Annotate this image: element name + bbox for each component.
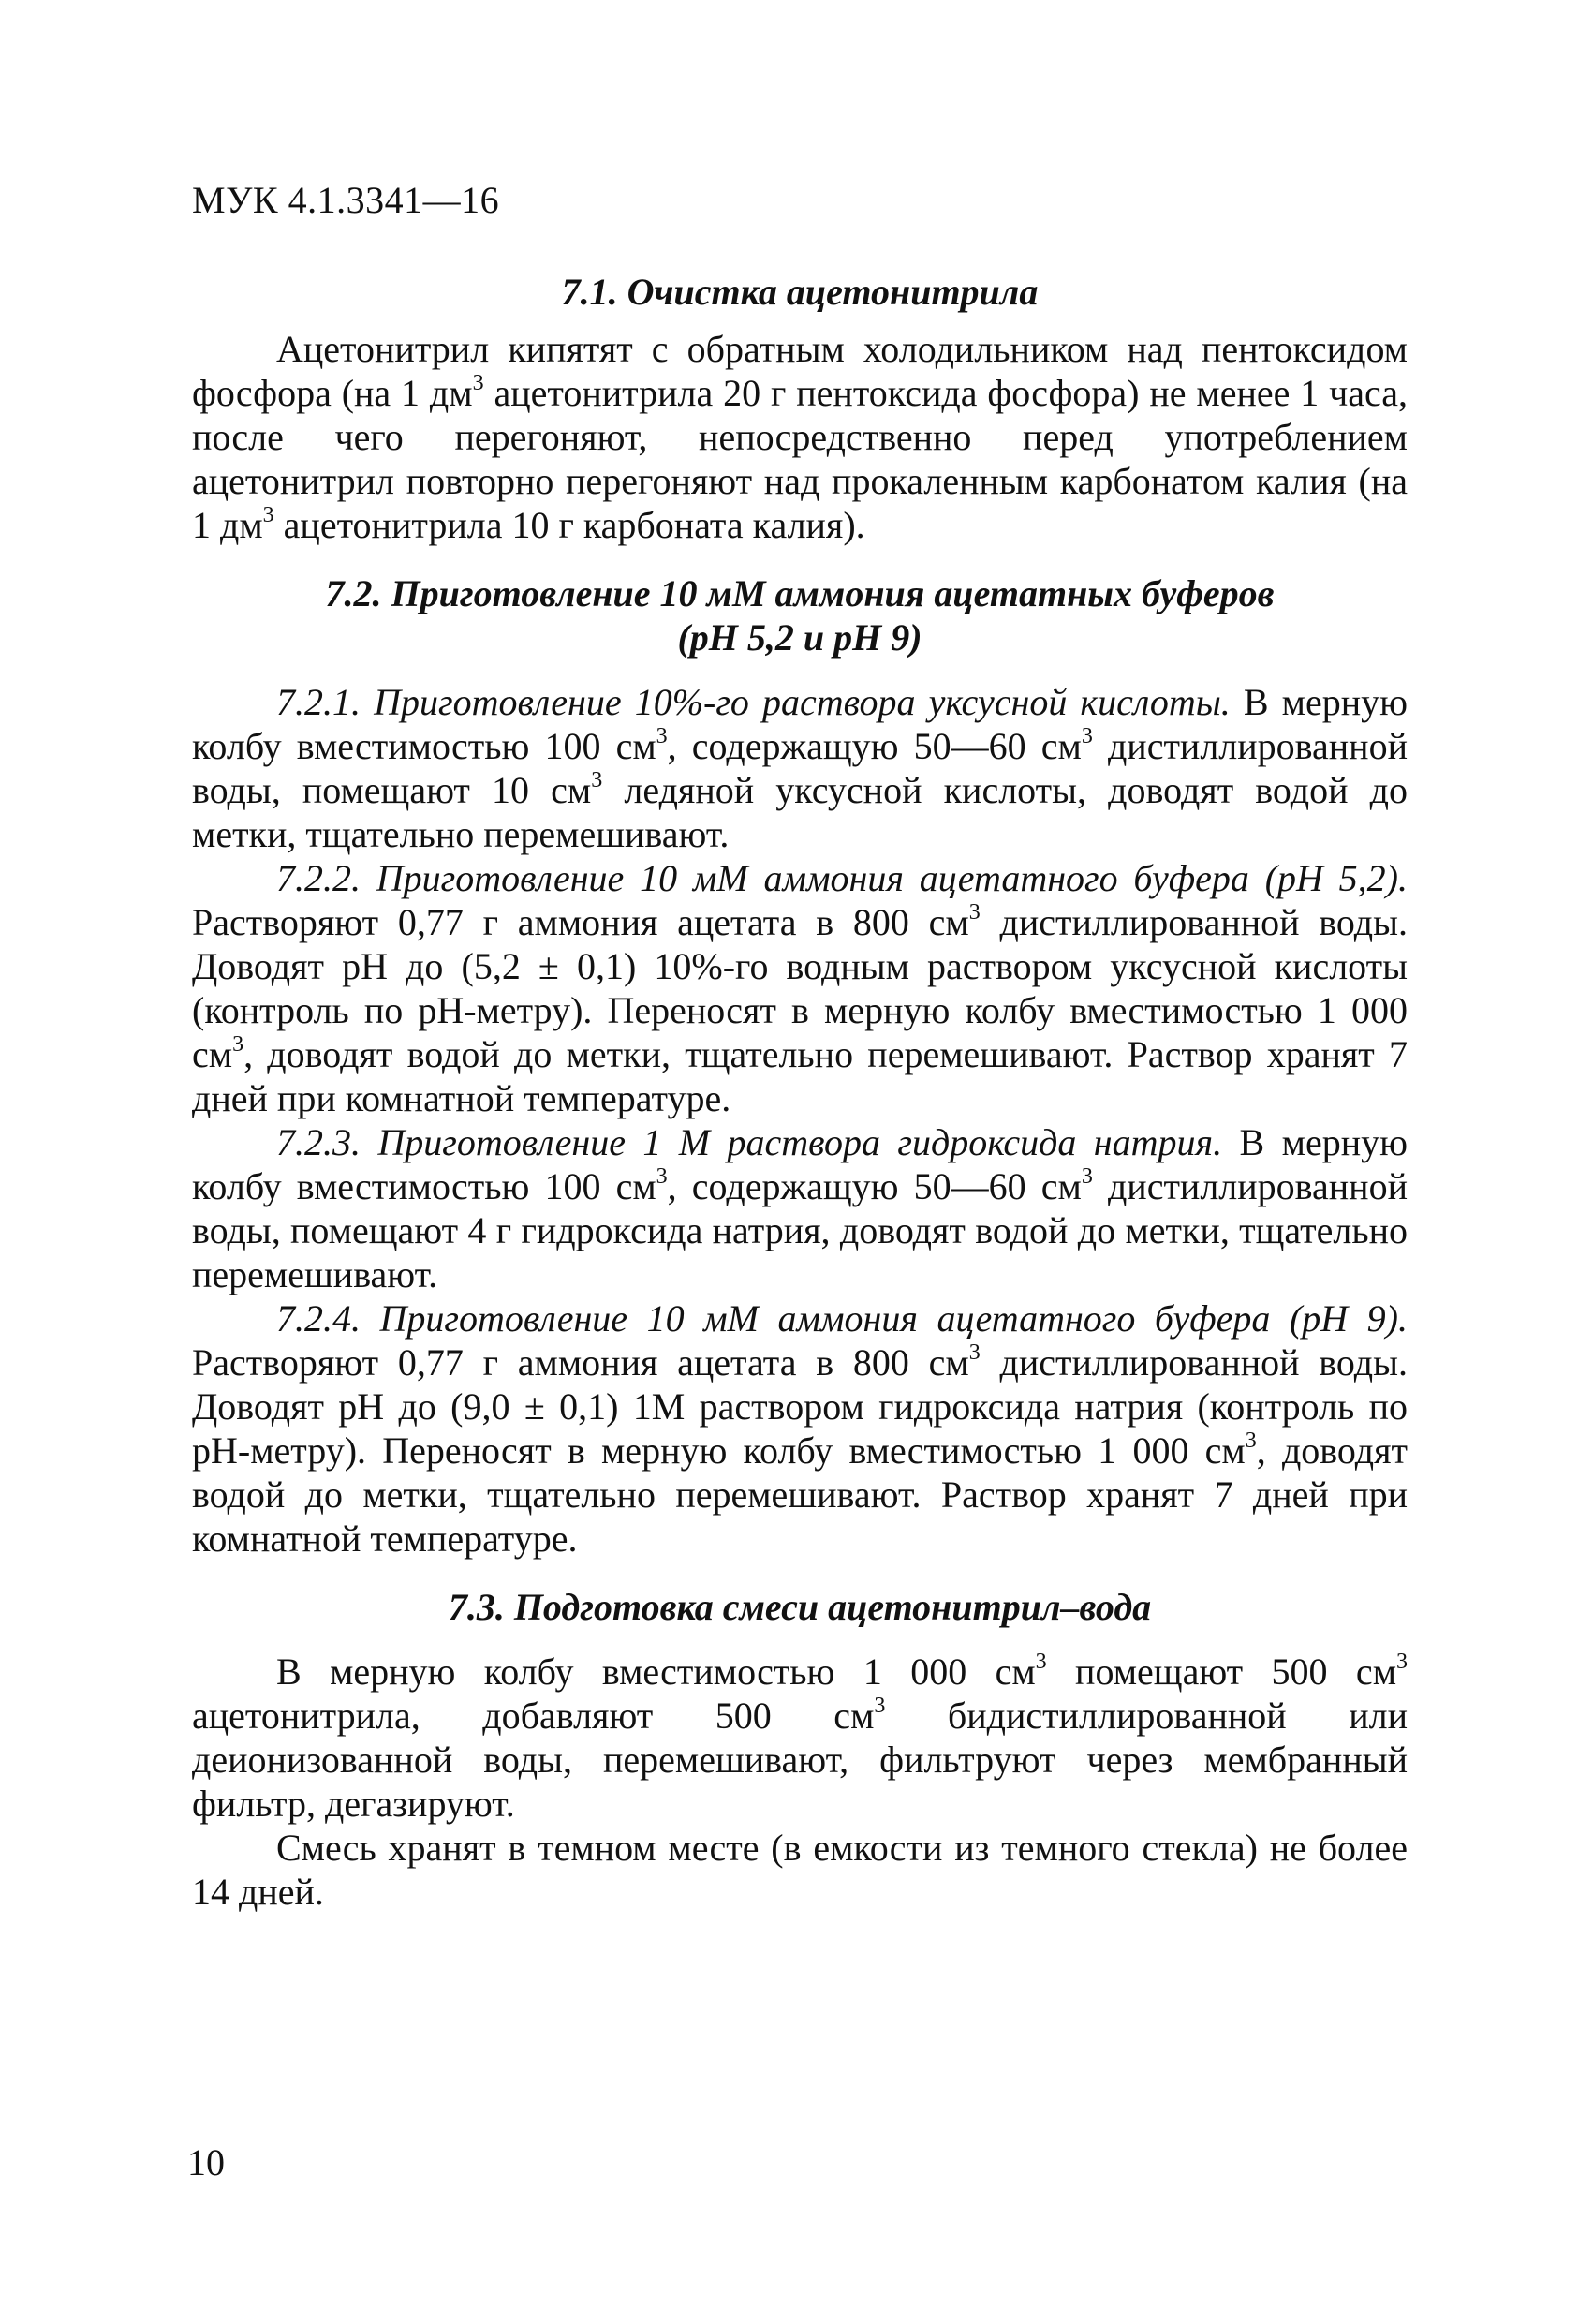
document-body	[192, 270, 1408, 1914]
superscript: 3	[1396, 1649, 1409, 1674]
section-7-3-paragraph-2: Смесь хранят в темном месте (в емкости из темного стекла) не более 14 дней.	[192, 1827, 1408, 1913]
text-run: , содержащую 50—60 см	[667, 725, 1082, 767]
superscript: 3	[591, 767, 603, 792]
superscript: 3	[232, 1031, 244, 1057]
subsection-title: 7.2.2. Приготовление 10 мМ аммония ацетатного буфера (рН 5,2).	[276, 857, 1408, 899]
superscript: 3	[968, 1340, 981, 1365]
superscript: 3	[262, 502, 274, 527]
superscript: 3	[968, 899, 981, 925]
section-7-1-heading: 7.1. Очистка ацетонитрила	[561, 271, 1039, 313]
text-run: дистиллированной воды. Доводят рН до (9,0 ± 0,1) 1М раствором гидроксида натрия (контроль по рН-метру). Переносят в мерную колбу вместимостью 1 000 см	[192, 1341, 1408, 1472]
text-run: Растворяют 0,77 г аммония ацетата в 800 см	[192, 1341, 969, 1384]
superscript: 3	[1245, 1428, 1257, 1453]
document-code: МУК 4.1.3341—16	[192, 179, 500, 221]
page-number: 10	[187, 2141, 225, 2183]
section-7-3-paragraph-1	[192, 1650, 1408, 1826]
superscript: 3	[472, 370, 484, 395]
text-run: , доводят водой до метки, тщательно перемешивают. Раствор хранят 7 дней при комнатной температуре.	[192, 1033, 1408, 1119]
text-run: В мерную колбу вместимостью 100 см	[192, 681, 1408, 767]
text-run: , содержащую 50—60 см	[667, 1165, 1082, 1207]
subsection-7-2-4	[192, 1296, 1408, 1561]
subsection-title: 7.2.4. Приготовление 10 мМ аммония ацетатного буфера (рН 9).	[276, 1297, 1408, 1340]
text-run: дистиллированной воды, помещают 10 см	[192, 725, 1408, 811]
superscript: 3	[1081, 723, 1093, 748]
section-7-2-heading	[192, 571, 1408, 659]
text-run: ледяной уксусной кислоты, доводят водой до метки, тщательно перемешивают.	[192, 769, 1408, 855]
text-run: В мерную колбу вместимостью 100 см	[192, 1121, 1408, 1207]
superscript: 3	[1035, 1649, 1047, 1674]
section-7-2-heading-line1: 7.2. Приготовление 10 мМ аммония ацетатных буферов	[325, 572, 1275, 614]
superscript: 3	[656, 1163, 668, 1189]
text-run: ацетонитрила 20 г пентоксида фосфора) не менее 1 часа, после чего перегоняют, непосредственно перед употреблением ацетонитрил повторно перегоняют над прокаленным карбонатом калия (на 1 дм	[192, 372, 1408, 546]
text-run: ацетонитрила 10 г карбоната калия).	[273, 504, 865, 546]
text-run: дистиллированной воды, помещают 4 г гидроксида натрия, доводят водой до метки, тщательно перемешивают.	[192, 1165, 1408, 1295]
text-run: Растворяют 0,77 г аммония ацетата в 800 см	[192, 901, 969, 943]
section-7-3-heading: 7.3. Подготовка смеси ацетонитрил–вода	[448, 1586, 1152, 1628]
text-run: , доводят водой до метки, тщательно перемешивают. Раствор хранят 7 дней при комнатной температуре.	[192, 1429, 1408, 1560]
section-7-2-heading-line2: (рН 5,2 и рН 9)	[677, 616, 922, 659]
text-run: Ацетонитрил кипятят с обратным холодильником над пентоксидом фосфора (на 1 дм	[192, 328, 1408, 414]
subsection-7-2-3	[192, 1120, 1408, 1296]
text-run: помещают 500 см	[1046, 1650, 1397, 1693]
text-run: бидистиллированной или деионизованной воды, перемешивают, фильтруют через мембранный фильтр, дегазируют.	[192, 1695, 1408, 1825]
text-run: дистиллированной воды. Доводят рН до (5,2 ± 0,1) 10%-го водным раствором уксусной кислоты (контроль по рН-метру). Переносят в мерную колбу вместимостью 1 000 см	[192, 901, 1408, 1075]
text-run: ацетонитрила, добавляют 500 см	[192, 1695, 875, 1737]
superscript: 3	[656, 723, 668, 748]
superscript: 3	[1081, 1163, 1093, 1189]
section-7-1-paragraph	[192, 327, 1408, 547]
text-run: В мерную колбу вместимостью 1 000 см	[276, 1650, 1036, 1693]
superscript: 3	[874, 1693, 886, 1718]
subsection-7-2-2	[192, 856, 1408, 1120]
subsection-title: 7.2.3. Приготовление 1 М раствора гидроксида натрия.	[276, 1121, 1223, 1163]
subsection-7-2-1	[192, 680, 1408, 856]
subsection-title: 7.2.1. Приготовление 10%-го раствора уксусной кислоты.	[276, 681, 1231, 723]
